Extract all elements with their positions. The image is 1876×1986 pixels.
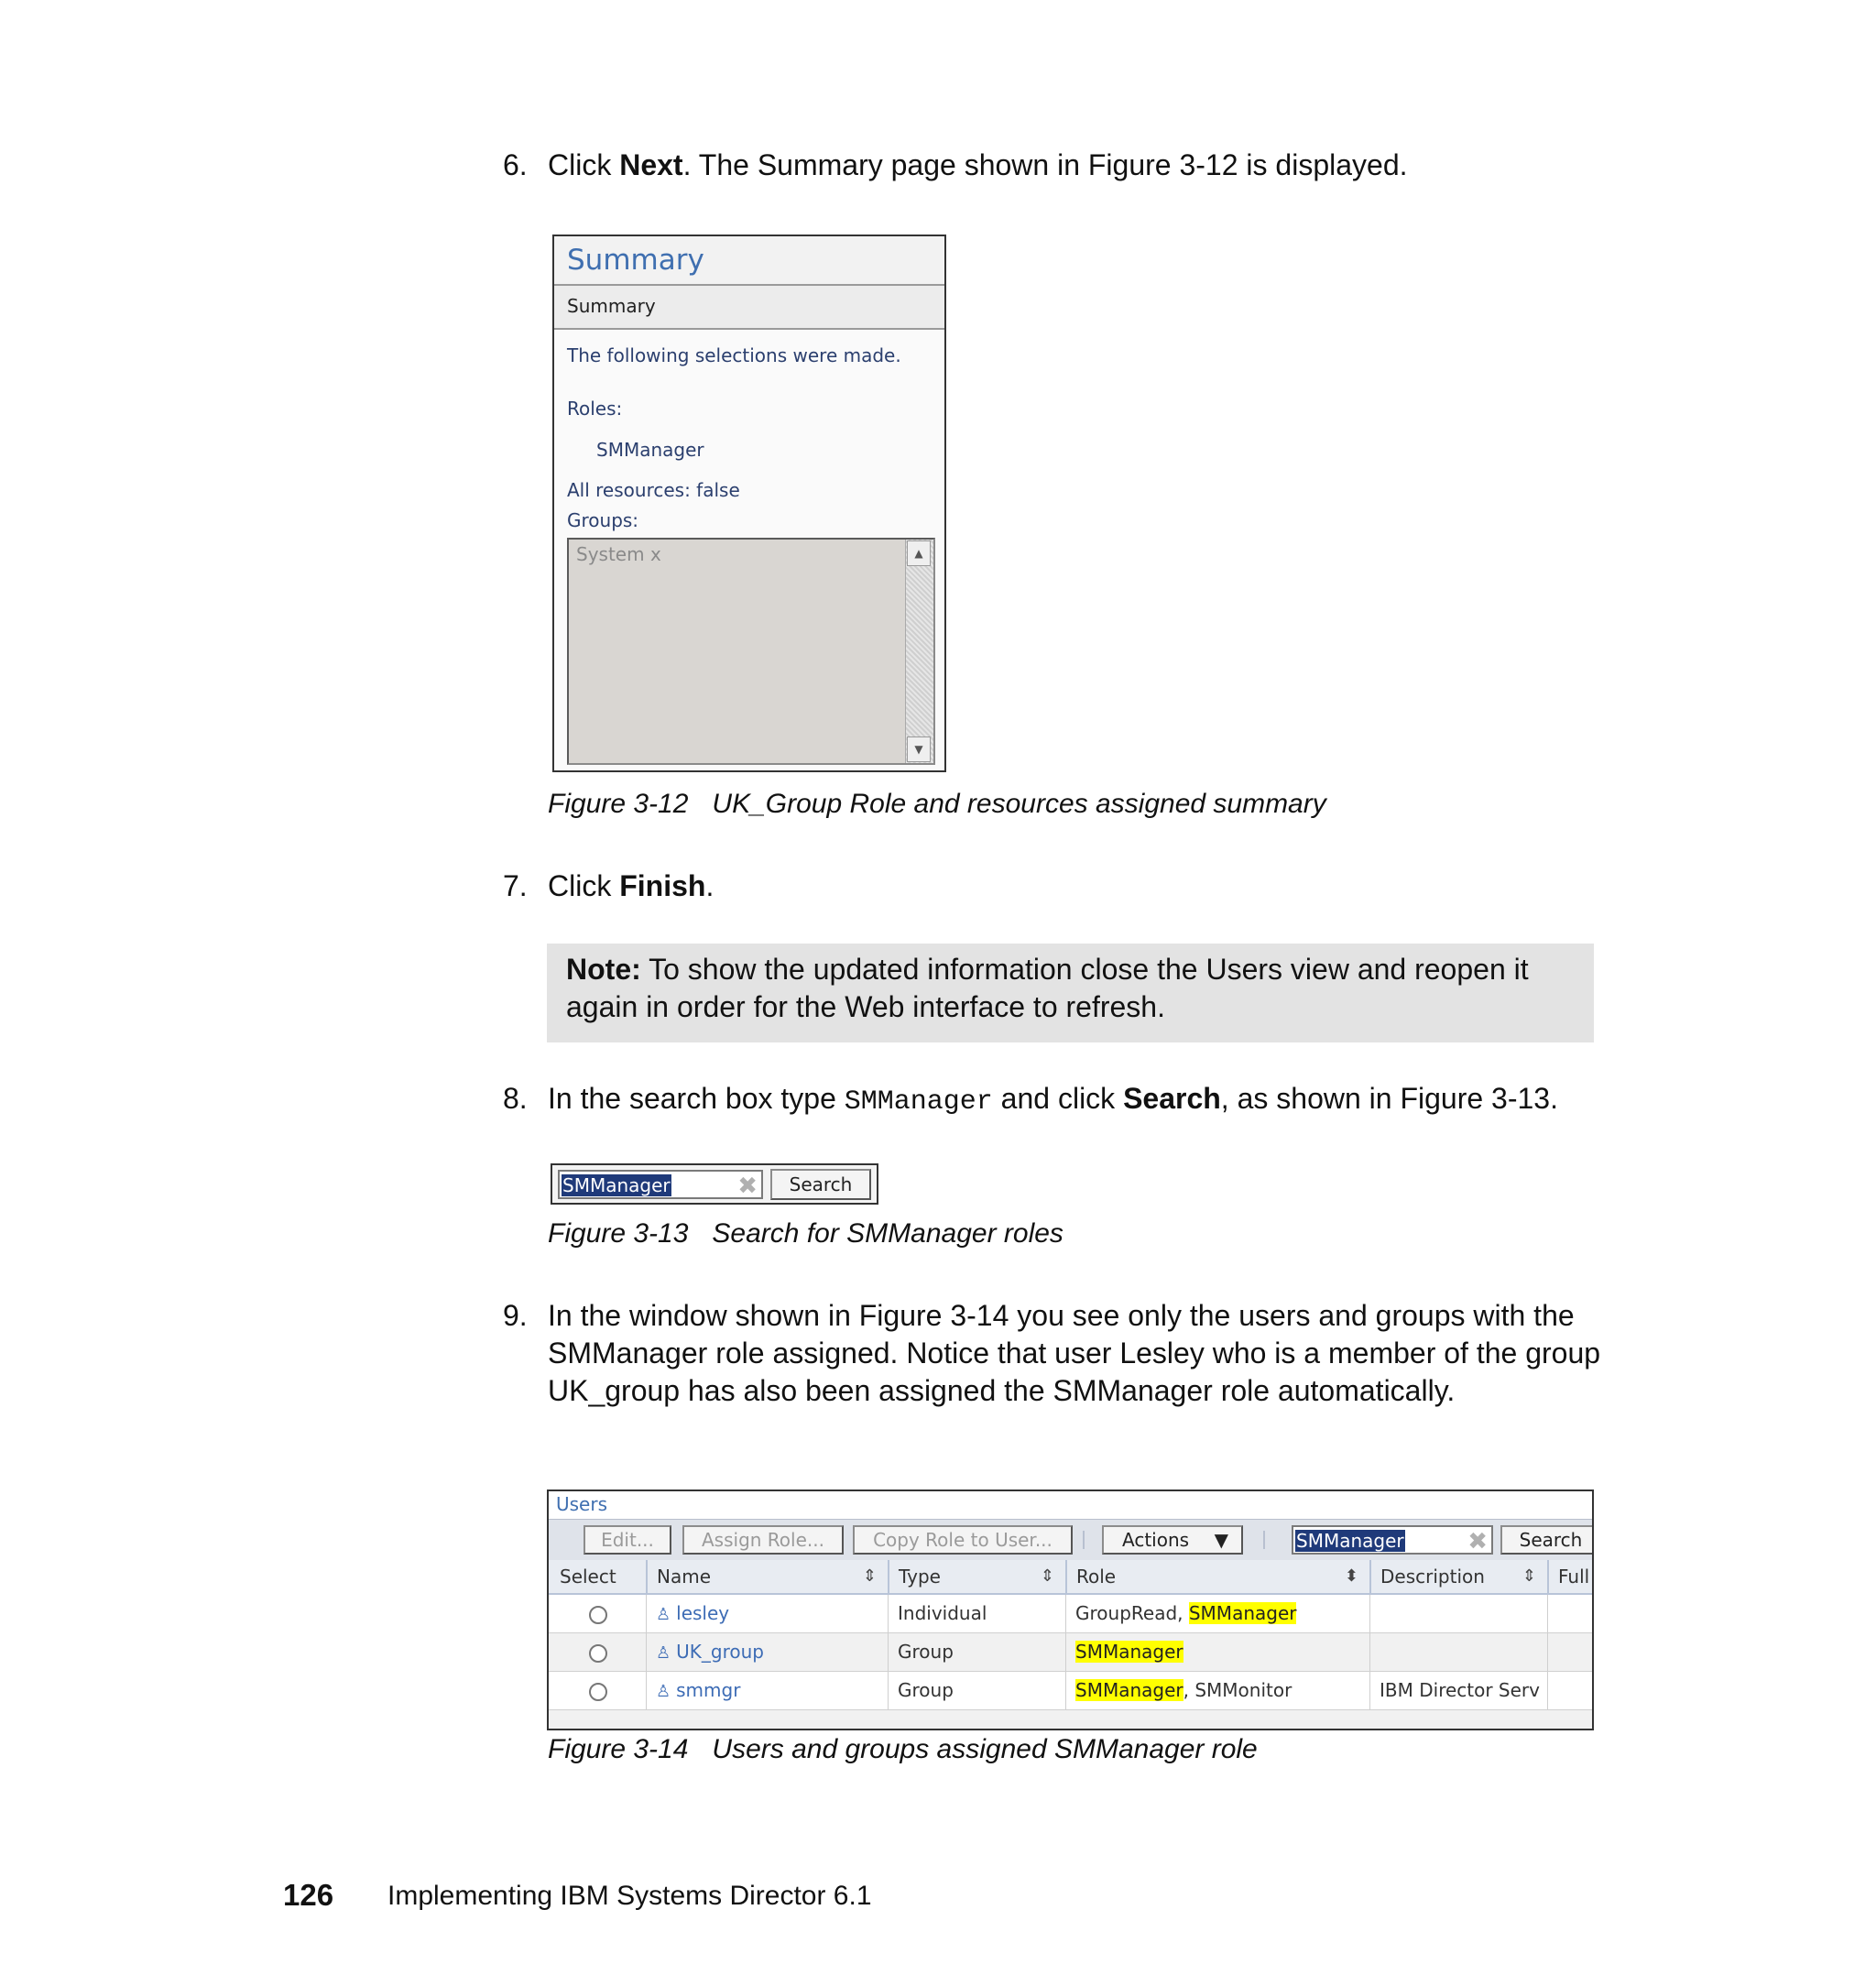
book-title: Implementing IBM Systems Director 6.1 (387, 1881, 872, 1911)
row-radio[interactable] (589, 1644, 607, 1663)
page-number: 126 (283, 1878, 334, 1912)
clear-icon[interactable]: ✖ (1467, 1528, 1488, 1555)
summary-title: Summary (567, 244, 704, 277)
note-label: Note: (566, 953, 641, 986)
column-label: Type (899, 1566, 941, 1588)
scroll-up-icon[interactable]: ▲ (907, 540, 931, 566)
summary-panel (552, 235, 946, 772)
toolbar-separator (1083, 1531, 1085, 1549)
row-radio[interactable] (589, 1606, 607, 1624)
role-highlight: SMManager (1075, 1679, 1183, 1701)
name-cell[interactable] (646, 1672, 888, 1709)
group-icon: ♙ (656, 1643, 671, 1663)
note-box (547, 944, 1594, 1042)
search-button[interactable]: Search (1500, 1525, 1594, 1555)
role-highlight: SMManager (1188, 1602, 1297, 1624)
column-label: Role (1076, 1566, 1117, 1588)
summary-subtitle: Summary (567, 295, 656, 317)
name-cell[interactable] (646, 1595, 888, 1632)
user-icon: ♙ (656, 1605, 671, 1624)
search-input-value[interactable]: SMManager (562, 1174, 671, 1196)
search-input[interactable] (558, 1170, 763, 1199)
clear-icon[interactable]: ✖ (737, 1173, 758, 1200)
column-header-full[interactable]: Full (1547, 1560, 1594, 1593)
users-toolbar (549, 1519, 1592, 1561)
column-header-description[interactable] (1369, 1560, 1547, 1593)
figure-caption (548, 789, 1326, 820)
table-row-partial (549, 1710, 1592, 1730)
step-code: SMManager (844, 1086, 993, 1118)
actions-dropdown[interactable] (1102, 1525, 1243, 1555)
role-text: , SMMonitor (1183, 1679, 1292, 1701)
groups-listbox[interactable] (567, 538, 935, 765)
groups-list-item[interactable]: System x (576, 543, 661, 565)
step-text-part: . (705, 869, 714, 902)
step-number: 8. (503, 1082, 528, 1115)
role-cell (1065, 1633, 1369, 1671)
type-cell: Individual (888, 1595, 1065, 1632)
caption-label: Figure 3-14 (548, 1734, 689, 1764)
row-radio[interactable] (589, 1683, 607, 1701)
name-link[interactable]: smmgr (676, 1679, 741, 1701)
step-text (548, 1080, 1729, 1121)
figure-caption (548, 1734, 1258, 1765)
full-cell (1547, 1633, 1594, 1671)
description-cell (1369, 1595, 1547, 1632)
table-row[interactable] (549, 1633, 1592, 1672)
column-header-name[interactable] (646, 1560, 888, 1593)
group-icon: ♙ (656, 1682, 671, 1701)
summary-header (554, 236, 944, 286)
full-cell (1547, 1595, 1594, 1632)
type-cell: Group (888, 1633, 1065, 1671)
listbox-scrollbar[interactable] (905, 540, 933, 763)
copy-role-button[interactable]: Copy Role to User... (853, 1525, 1073, 1555)
column-header-select: Select (560, 1566, 616, 1588)
step-text (548, 868, 1729, 905)
figure-caption (548, 1218, 1063, 1249)
note-body: To show the updated information close the Users view and reopen it again in order for the Web interface to refresh. (566, 953, 1529, 1023)
role-highlight: SMManager (1075, 1641, 1183, 1663)
description-cell: IBM Director Serv (1369, 1672, 1547, 1709)
role-cell (1065, 1595, 1369, 1632)
table-row[interactable] (549, 1672, 1592, 1710)
step-text-part: . The Summary page shown in Figure 3-12 is displayed. (682, 148, 1408, 181)
step-number: 6. (503, 148, 528, 181)
actions-label: Actions (1122, 1529, 1190, 1551)
users-panel (547, 1490, 1594, 1730)
full-cell (1547, 1672, 1594, 1709)
groups-label: Groups: (567, 509, 639, 531)
chevron-down-icon: ▼ (1214, 1529, 1228, 1551)
step-text-part: , as shown in Figure 3-13. (1220, 1082, 1558, 1115)
caption-label: Figure 3-13 (548, 1218, 689, 1249)
sort-icon[interactable]: ⇕ (1522, 1566, 1536, 1586)
summary-subheader (554, 286, 944, 330)
search-button[interactable]: Search (770, 1169, 871, 1200)
step-text-part: and click (992, 1082, 1124, 1115)
users-title: Users (556, 1493, 608, 1515)
sort-icon[interactable]: ⬍ (1344, 1566, 1358, 1586)
step-text-part: Click (548, 148, 620, 181)
sort-icon[interactable]: ⇕ (1040, 1566, 1054, 1586)
role-text: GroupRead, (1075, 1602, 1189, 1624)
step-text-part: Click (548, 869, 620, 902)
column-label: Description (1380, 1566, 1485, 1588)
step-text (548, 147, 1729, 184)
scroll-down-icon[interactable]: ▼ (907, 737, 931, 762)
caption-text: UK_Group Role and resources assigned summary (712, 789, 1326, 819)
toolbar-separator (1263, 1531, 1265, 1549)
search-bar (551, 1163, 878, 1205)
all-resources: All resources: false (567, 479, 740, 501)
search-input[interactable] (1292, 1525, 1493, 1555)
step-bold: Finish (619, 869, 706, 902)
table-header (549, 1560, 1592, 1595)
search-input-value[interactable]: SMManager (1296, 1530, 1404, 1552)
sort-icon[interactable]: ⇕ (862, 1566, 877, 1586)
column-label: Name (657, 1566, 712, 1588)
step-bold: Next (619, 148, 683, 181)
name-link[interactable]: lesley (676, 1602, 730, 1624)
step-number: 9. (503, 1299, 528, 1332)
note-text (566, 951, 1583, 1026)
name-link[interactable]: UK_group (676, 1641, 764, 1663)
name-cell[interactable] (646, 1633, 888, 1671)
assign-role-button[interactable]: Assign Role... (682, 1525, 844, 1555)
column-header-type[interactable] (888, 1560, 1065, 1593)
step-text: In the window shown in Figure 3-14 you see only the users and groups with the SMManager role assigned. Notice that user Lesley who is a member of the group UK_group has also been assigned the SMManager role automatically. (548, 1299, 1601, 1407)
type-cell: Group (888, 1672, 1065, 1709)
caption-text: Users and groups assigned SMManager role (712, 1734, 1258, 1764)
description-cell (1369, 1633, 1547, 1671)
column-header-role[interactable] (1065, 1560, 1369, 1593)
summary-intro: The following selections were made. (567, 344, 901, 366)
caption-label: Figure 3-12 (548, 789, 689, 819)
step-bold: Search (1123, 1082, 1221, 1115)
table-row[interactable] (549, 1595, 1592, 1633)
roles-label: Roles: (567, 398, 623, 420)
role-cell (1065, 1672, 1369, 1709)
role-value: SMManager (596, 439, 704, 461)
step-text-part: In the search box type (548, 1082, 845, 1115)
step-number: 7. (503, 869, 528, 902)
caption-text: Search for SMManager roles (712, 1218, 1063, 1249)
edit-button[interactable]: Edit... (584, 1525, 671, 1555)
